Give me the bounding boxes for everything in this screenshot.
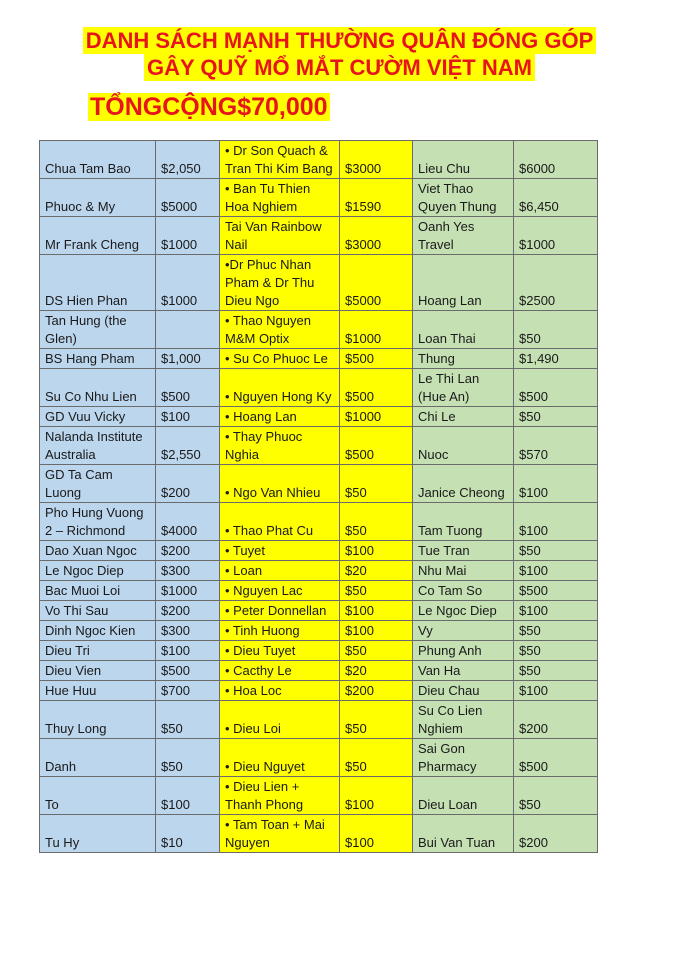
donor-name-3-cell: Phung Anh [413, 641, 514, 661]
donor-name-2-cell: • Peter Donnellan [220, 601, 340, 621]
donor-name-3-cell: Le Thi Lan (Hue An) [413, 369, 514, 407]
table-row [40, 661, 598, 681]
table-row [40, 427, 598, 465]
amount-1-cell: $4000 [156, 503, 220, 541]
donor-name-3-cell: Lieu Chu [413, 141, 514, 179]
donor-name-3-cell: Van Ha [413, 661, 514, 681]
amount-1-cell: $5000 [156, 179, 220, 217]
amount-1-cell: $500 [156, 661, 220, 681]
amount-1-cell: $200 [156, 541, 220, 561]
amount-3-cell: $200 [514, 815, 598, 853]
donor-name-3-cell: Hoang Lan [413, 255, 514, 311]
donor-name-2-cell: • Dieu Loi [220, 701, 340, 739]
table-row [40, 815, 598, 853]
amount-2-cell: $1000 [340, 311, 413, 349]
amount-3-cell: $200 [514, 701, 598, 739]
amount-1-cell: $700 [156, 681, 220, 701]
amount-3-cell: $500 [514, 581, 598, 601]
donor-name-2-cell: • Thao Phat Cu [220, 503, 340, 541]
donor-name-1-cell: Dao Xuan Ngoc [40, 541, 156, 561]
amount-2-cell: $50 [340, 465, 413, 503]
donor-name-2-cell: •Dr Phuc Nhan Pham & Dr Thu Dieu Ngo [220, 255, 340, 311]
donor-name-3-cell: Vy [413, 621, 514, 641]
donor-name-3-cell: Viet Thao Quyen Thung [413, 179, 514, 217]
donor-name-2-cell: • Loan [220, 561, 340, 581]
donor-name-2-cell: • Ngo Van Nhieu [220, 465, 340, 503]
donor-name-3-cell: Le Ngoc Diep [413, 601, 514, 621]
donor-name-1-cell: Chua Tam Bao [40, 141, 156, 179]
table-row [40, 179, 598, 217]
donor-name-1-cell: Tu Hy [40, 815, 156, 853]
table-row [40, 407, 598, 427]
donor-name-2-cell: • Tinh Huong [220, 621, 340, 641]
amount-3-cell: $500 [514, 739, 598, 777]
donor-name-2-cell: • Hoang Lan [220, 407, 340, 427]
table-row [40, 641, 598, 661]
amount-3-cell: $100 [514, 465, 598, 503]
amount-2-cell: $20 [340, 561, 413, 581]
donor-name-3-cell: Tue Tran [413, 541, 514, 561]
donor-name-1-cell: Vo Thi Sau [40, 601, 156, 621]
amount-2-cell: $500 [340, 427, 413, 465]
donor-name-1-cell: Danh [40, 739, 156, 777]
amount-3-cell: $570 [514, 427, 598, 465]
table-row [40, 255, 598, 311]
donor-name-3-cell: Bui Van Tuan [413, 815, 514, 853]
table-row [40, 217, 598, 255]
donor-name-2-cell: • Dieu Lien + Thanh Phong [220, 777, 340, 815]
table-row [40, 681, 598, 701]
table-row [40, 601, 598, 621]
table-row [40, 561, 598, 581]
table-row [40, 311, 598, 349]
amount-3-cell: $100 [514, 601, 598, 621]
donor-name-3-cell: Janice Cheong [413, 465, 514, 503]
donor-table-body [40, 141, 598, 853]
amount-3-cell: $100 [514, 561, 598, 581]
donor-name-1-cell: Pho Hung Vuong 2 – Richmond [40, 503, 156, 541]
amount-3-cell: $1,490 [514, 349, 598, 369]
amount-1-cell: $2,550 [156, 427, 220, 465]
table-row [40, 701, 598, 739]
amount-2-cell: $1590 [340, 179, 413, 217]
amount-3-cell: $50 [514, 407, 598, 427]
amount-2-cell: $3000 [340, 217, 413, 255]
donor-name-1-cell: GD Ta Cam Luong [40, 465, 156, 503]
donor-name-3-cell: Sai Gon Pharmacy [413, 739, 514, 777]
amount-2-cell: $500 [340, 349, 413, 369]
amount-3-cell: $1000 [514, 217, 598, 255]
amount-1-cell [156, 311, 220, 349]
donor-name-1-cell: Hue Huu [40, 681, 156, 701]
donor-name-2-cell: • Thao Nguyen M&M Optix [220, 311, 340, 349]
amount-1-cell: $100 [156, 777, 220, 815]
amount-2-cell: $100 [340, 541, 413, 561]
donor-name-1-cell: DS Hien Phan [40, 255, 156, 311]
donor-name-1-cell: Phuoc & My [40, 179, 156, 217]
amount-2-cell: $100 [340, 777, 413, 815]
amount-2-cell: $1000 [340, 407, 413, 427]
donor-name-2-cell: • Tam Toan + Mai Nguyen [220, 815, 340, 853]
title-line-1: DANH SÁCH MẠNH THƯỜNG QUÂN ĐÓNG GÓP [83, 27, 597, 54]
amount-1-cell: $200 [156, 465, 220, 503]
donor-name-3-cell: Chi Le [413, 407, 514, 427]
table-row [40, 465, 598, 503]
donor-name-3-cell: Oanh Yes Travel [413, 217, 514, 255]
amount-3-cell: $50 [514, 641, 598, 661]
donor-name-1-cell: Mr Frank Cheng [40, 217, 156, 255]
amount-3-cell: $50 [514, 777, 598, 815]
table-row [40, 621, 598, 641]
table-row [40, 349, 598, 369]
amount-2-cell: $50 [340, 503, 413, 541]
donor-name-1-cell: BS Hang Pham [40, 349, 156, 369]
donor-name-2-cell: • Nguyen Hong Ky [220, 369, 340, 407]
donor-name-2-cell: • Nguyen Lac [220, 581, 340, 601]
amount-3-cell: $500 [514, 369, 598, 407]
donor-name-2-cell: • Ban Tu Thien Hoa Nghiem [220, 179, 340, 217]
amount-1-cell: $2,050 [156, 141, 220, 179]
amount-1-cell: $100 [156, 407, 220, 427]
amount-2-cell: $5000 [340, 255, 413, 311]
amount-1-cell: $1,000 [156, 349, 220, 369]
donor-name-1-cell: Bac Muoi Loi [40, 581, 156, 601]
donor-name-1-cell: GD Vuu Vicky [40, 407, 156, 427]
table-row [40, 541, 598, 561]
table-row [40, 369, 598, 407]
amount-2-cell: $20 [340, 661, 413, 681]
donor-name-1-cell: Su Co Nhu Lien [40, 369, 156, 407]
title-line-2: GÂY QUỸ MỔ MẮT CƯỜM VIỆT NAM [144, 54, 535, 81]
amount-1-cell: $10 [156, 815, 220, 853]
donor-name-3-cell: Dieu Chau [413, 681, 514, 701]
amount-2-cell: $100 [340, 815, 413, 853]
donor-name-1-cell: Dieu Vien [40, 661, 156, 681]
amount-3-cell: $50 [514, 621, 598, 641]
document-title [0, 27, 679, 81]
donor-name-2-cell: • Thay Phuoc Nghia [220, 427, 340, 465]
table-row [40, 141, 598, 179]
donor-name-2-cell: • Dieu Nguyet [220, 739, 340, 777]
amount-3-cell: $100 [514, 681, 598, 701]
amount-3-cell: $50 [514, 661, 598, 681]
amount-1-cell: $1000 [156, 581, 220, 601]
amount-1-cell: $500 [156, 369, 220, 407]
amount-1-cell: $1000 [156, 255, 220, 311]
amount-2-cell: $50 [340, 581, 413, 601]
donor-name-3-cell: Nuoc [413, 427, 514, 465]
donor-name-2-cell: • Dr Son Quach & Tran Thi Kim Bang [220, 141, 340, 179]
amount-1-cell: $300 [156, 621, 220, 641]
amount-1-cell: $200 [156, 601, 220, 621]
amount-3-cell: $6000 [514, 141, 598, 179]
donor-name-1-cell: Dieu Tri [40, 641, 156, 661]
table-row [40, 739, 598, 777]
donor-name-2-cell: Tai Van Rainbow Nail [220, 217, 340, 255]
donor-name-1-cell: Dinh Ngoc Kien [40, 621, 156, 641]
donor-name-1-cell: Le Ngoc Diep [40, 561, 156, 581]
donor-name-3-cell: Thung [413, 349, 514, 369]
donor-name-3-cell: Dieu Loan [413, 777, 514, 815]
donor-name-3-cell: Loan Thai [413, 311, 514, 349]
donor-name-3-cell: Su Co Lien Nghiem [413, 701, 514, 739]
donor-name-2-cell: • Tuyet [220, 541, 340, 561]
donor-name-1-cell: Thuy Long [40, 701, 156, 739]
amount-3-cell: $2500 [514, 255, 598, 311]
donor-name-3-cell: Co Tam So [413, 581, 514, 601]
amount-2-cell: $50 [340, 701, 413, 739]
table-row [40, 777, 598, 815]
amount-1-cell: $100 [156, 641, 220, 661]
amount-3-cell: $50 [514, 541, 598, 561]
amount-1-cell: $1000 [156, 217, 220, 255]
amount-2-cell: $500 [340, 369, 413, 407]
donor-table [39, 140, 598, 853]
amount-2-cell: $50 [340, 641, 413, 661]
amount-2-cell: $100 [340, 621, 413, 641]
amount-1-cell: $300 [156, 561, 220, 581]
donor-name-2-cell: • Su Co Phuoc Le [220, 349, 340, 369]
table-row [40, 581, 598, 601]
table-row [40, 503, 598, 541]
amount-2-cell: $3000 [340, 141, 413, 179]
donor-name-3-cell: Tam Tuong [413, 503, 514, 541]
donor-name-2-cell: • Cacthy Le [220, 661, 340, 681]
amount-3-cell: $50 [514, 311, 598, 349]
amount-1-cell: $50 [156, 739, 220, 777]
amount-3-cell: $100 [514, 503, 598, 541]
donor-name-1-cell: Tan Hung (the Glen) [40, 311, 156, 349]
amount-2-cell: $100 [340, 601, 413, 621]
donor-name-1-cell: Nalanda Institute Australia [40, 427, 156, 465]
amount-3-cell: $6,450 [514, 179, 598, 217]
donor-name-3-cell: Nhu Mai [413, 561, 514, 581]
donor-name-1-cell: To [40, 777, 156, 815]
amount-2-cell: $50 [340, 739, 413, 777]
donor-name-2-cell: • Hoa Loc [220, 681, 340, 701]
amount-2-cell: $200 [340, 681, 413, 701]
total-amount: TỔNGCỘNG$70,000 [90, 93, 328, 121]
donor-name-2-cell: • Dieu Tuyet [220, 641, 340, 661]
amount-1-cell: $50 [156, 701, 220, 739]
